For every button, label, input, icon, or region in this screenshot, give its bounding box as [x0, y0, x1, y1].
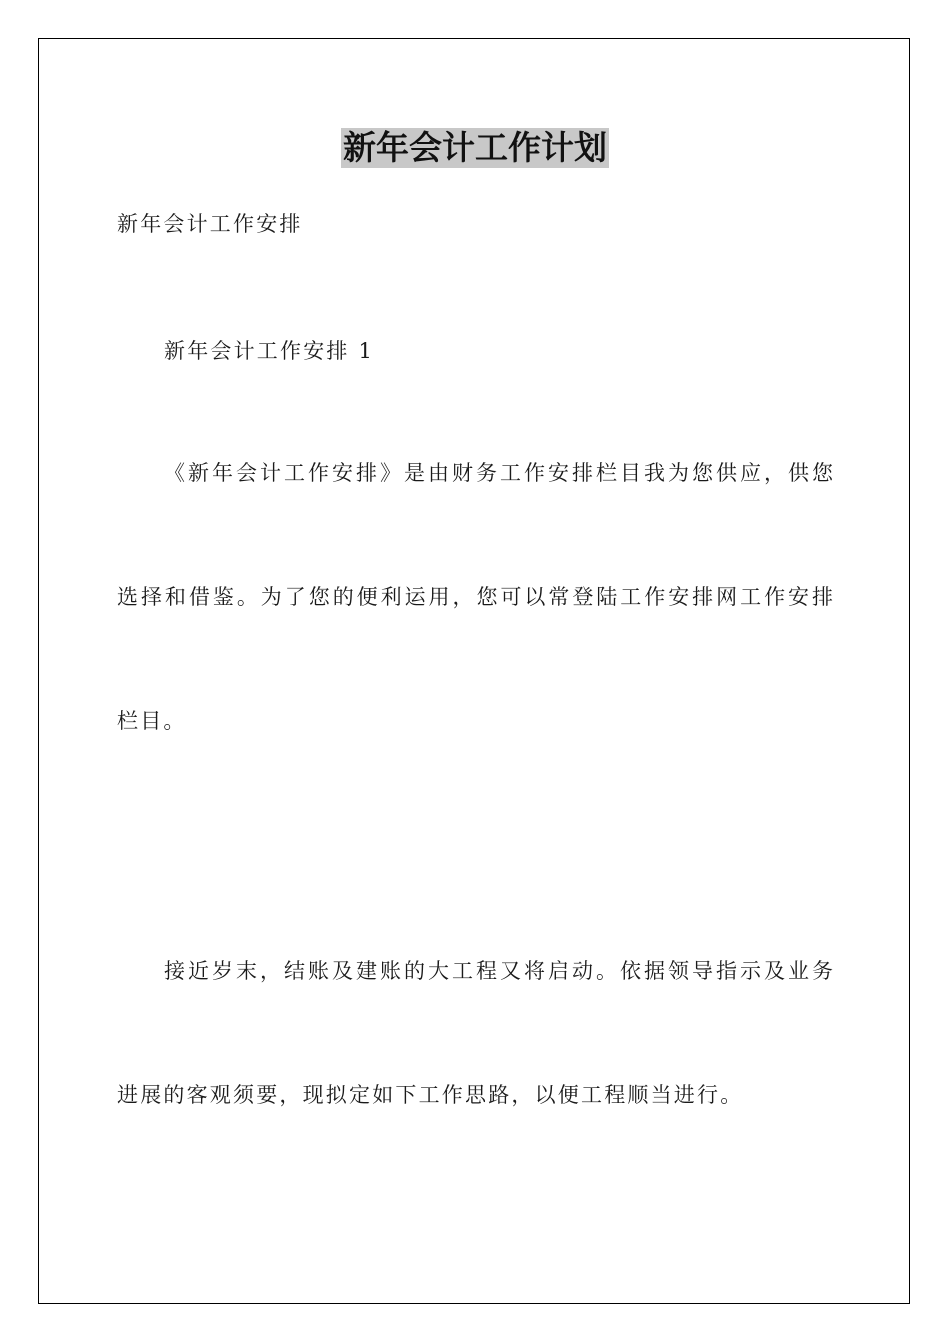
paragraph2-line2: 进展的客观须要，现拟定如下工作思路，以便工程顺当进行。	[117, 1083, 744, 1107]
document-subtitle: 新年会计工作安排	[117, 212, 303, 236]
title-container	[0, 128, 950, 168]
paragraph2-line1: 接近岁末，结账及建账的大工程又将启动。依据领导指示及业务	[164, 959, 833, 983]
document-title: 新年会计工作计划	[343, 128, 607, 167]
paragraph1-line1: 《新年会计工作安排》是由财务工作安排栏目我为您供应，供您	[164, 461, 833, 485]
section-heading: 新年会计工作安排 1	[164, 339, 375, 363]
paragraph1-line2: 选择和借鉴。为了您的便利运用，您可以常登陆工作安排网工作安排	[117, 585, 833, 609]
paragraph1-line3: 栏目。	[117, 709, 187, 733]
